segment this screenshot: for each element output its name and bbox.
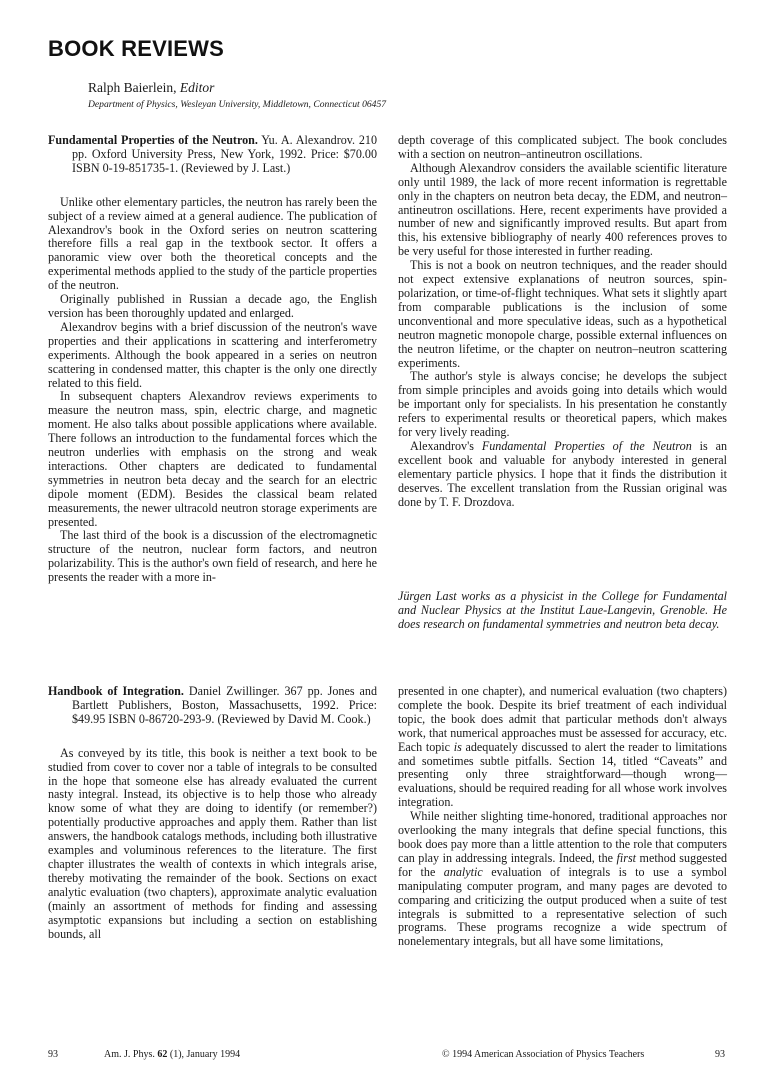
review1-right-column (398, 134, 727, 509)
editor-name: Ralph Baierlein, (88, 80, 177, 95)
review2-paragraph: As conveyed by its title, this book is neither a text book to be studied from cover to cover nor a table of integrals to be consulted in the hope that someone else has already evaluated the current nasty integral. Instead, its objective is to help those who already know some of what they are doing to identify (or remember?) potentially productive approaches and apply them. Rather than list answers, the handbook catalogs methods, including both illustrative examples and voluminous references to the literature. The first chapter illustrates the wealth of contexts in which integrals arise, thereby motivating the remainder of the book. Sections on exact analytic evaluation (two chapters), approximate analytic evaluation (mainly an assortment of methods for finding and assessing asymptotic expansions but including a section on establishing bounds, all (48, 745, 377, 941)
review1-reviewer-bio-block (398, 590, 727, 632)
review1-paragraph-continued: depth coverage of this complicated subject. The book concludes with a section on neutron–antineutron oscillations. (398, 133, 727, 161)
review1-left-column (48, 134, 377, 585)
review1-closing-book-title: Fundamental Properties of the Neutron (481, 438, 692, 453)
editor-role: Editor (179, 80, 215, 95)
review2-right-column (398, 685, 727, 949)
review1-paragraph: The last third of the book is a discussion of the electromagnetic structure of the neutron, nuclear form factors, and neutron polarizability. This is the author's own field of research, and here he presents the reader with a more in- (48, 528, 377, 585)
footer-page-number-left: 93 (48, 1049, 58, 1060)
review1-paragraph: Alexandrov begins with a brief discussion of the neutron's wave properties and their applications in scattering and interferometry experiments. Although the book appeared in a series on neutron scattering in condensed matter, this chapter is the only one directly related to this field. (48, 319, 377, 390)
editor-line (88, 80, 214, 96)
review2-paragraph-continued: presented in one chapter), and numerical evaluation (two chapters) complete the book. Despite its brief treatment of each individual topic, the book does admit that particular methods don't always work, that numerical approaches must be assessed for accuracy, etc. Each topic is adequately discussed to alert the reader to limitations and sometimes subtle pitfalls. Section 14, titled “Caveats” and presenting only three straightforward—though wrong—evaluations, should be required reading for all whose work involves integration. (398, 684, 727, 810)
footer-page-number-right: 93 (715, 1049, 725, 1060)
footer-copyright: © 1994 American Association of Physics Teachers (442, 1049, 645, 1060)
review1-reviewer-bio: Jürgen Last works as a physicist in the College for Fundamental and Nuclear Physics at the Institut Laue-Langevin, Grenoble. He does research on fundamental symmetries and neutron beta decay. (398, 589, 727, 631)
review2-left-column (48, 685, 377, 941)
review1-paragraph: In subsequent chapters Alexandrov reviews experiments to measure the neutron mass, spin, electric charge, and magnetic moment. He also talks about possible applications where available. There follows an introduction to the fundamental forces which the neutron underlies with emphasis on the strong and weak interactions. Other chapters are dedicated to fundamental symmetries in neutron beta decay and the search for an electric dipole moment (EDM). Besides the classical beam related measurements, the newer ultracold neutron storage experiments are presented. (48, 389, 377, 529)
review2-biblio (48, 685, 377, 727)
review1-biblio-details: Yu. A. Alexandrov. 210 pp. Oxford University Press, New York, 1992. Price: $70.00 ISBN 0-19-851735-1. (Reviewed by J. Last.) (72, 133, 378, 175)
review1-paragraph: Although Alexandrov considers the available scientific literature only until 1989, the lack of more recent information is regrettable only in the chapters on neutron beta decay, the EDM, and neutron–antineutron oscillations. Here, recent experiments have provided a number of new and significantly improved results. But apart from this, his extensive bibliography of nearly 400 references proves to be very useful for those interested in further reading. (398, 160, 727, 259)
review1-paragraph: Originally published in Russian a decade ago, the English version has been thoroughly updated and enlarged. (48, 292, 377, 320)
review1-biblio (48, 134, 377, 176)
review2-book-title: Handbook of Integration. (48, 684, 184, 698)
review2-biblio-details: Daniel Zwillinger. 367 pp. Jones and Bartlett Publishers, Boston, Massachusetts, 1992. Price: $49.95 ISBN 0-86720-293-9. (Reviewed by David M. Cook.) (72, 684, 377, 726)
review1-paragraph: This is not a book on neutron techniques, and the reader should not expect extensive explanations of neutron sources, spin-polarization, or time-of-flight techniques. What sets it slightly apart from comparable publications is the inclusion of some unconventional and more speculative ideas, such as a hypothetical neutron magnetic monopole charge, possible external influences on the neutron lifetime, or the chapter on neutron–neutron scattering experiments. (398, 258, 727, 370)
review2-paragraph: While neither slighting time-honored, traditional approaches nor overlooking the many integrals that define special functions, this book does pay more than a little attention to the role that computers can play in addressing integrals. Indeed, the first method suggested for the analytic evaluation of integrals is to use a symbol manipulating computer program, and many pages are devoted to comparing and criticizing the output produced when a suite of test integrals is submitted to a representative selection of such programs. These programs recognize a wide spectrum of nonelementary integrals, but all have some limitations, (398, 809, 728, 949)
editor-department: Department of Physics, Wesleyan University, Middletown, Connecticut 06457 (88, 99, 387, 110)
review1-book-title: Fundamental Properties of the Neutron. (48, 133, 258, 147)
review1-paragraph: The author's style is always concise; he develops the subject from simple principles and avoids going into details which would be important only for specialists. In his presentation he constantly refers to experimental results or theoretical papers, which makes for very lively reading. (398, 369, 727, 440)
section-title: BOOK REVIEWS (48, 36, 224, 61)
review1-paragraph: Unlike other elementary particles, the neutron has rarely been the subject of a review aimed at a general audience. The publication of Alexandrov's book in the Oxford series on neutron scattering therefore fills a real gap in the textbook sector. It offers a panoramic view over both the theoretical concepts and the experimental methods applied to the study of the particle properties of the neutron. (48, 194, 377, 293)
footer-journal-citation: Am. J. Phys. 62 (1), January 1994 (104, 1049, 241, 1060)
review1-closing-paragraph: Alexandrov's Fundamental Properties of the Neutron is an excellent book and valuable for anybody interested in general elementary particle physics. I hope that it finds the distribution it deserves. The excellent translation from the Russian original was done by T. F. Drozdova. (398, 438, 727, 509)
footer-volume: 62 (157, 1049, 168, 1060)
